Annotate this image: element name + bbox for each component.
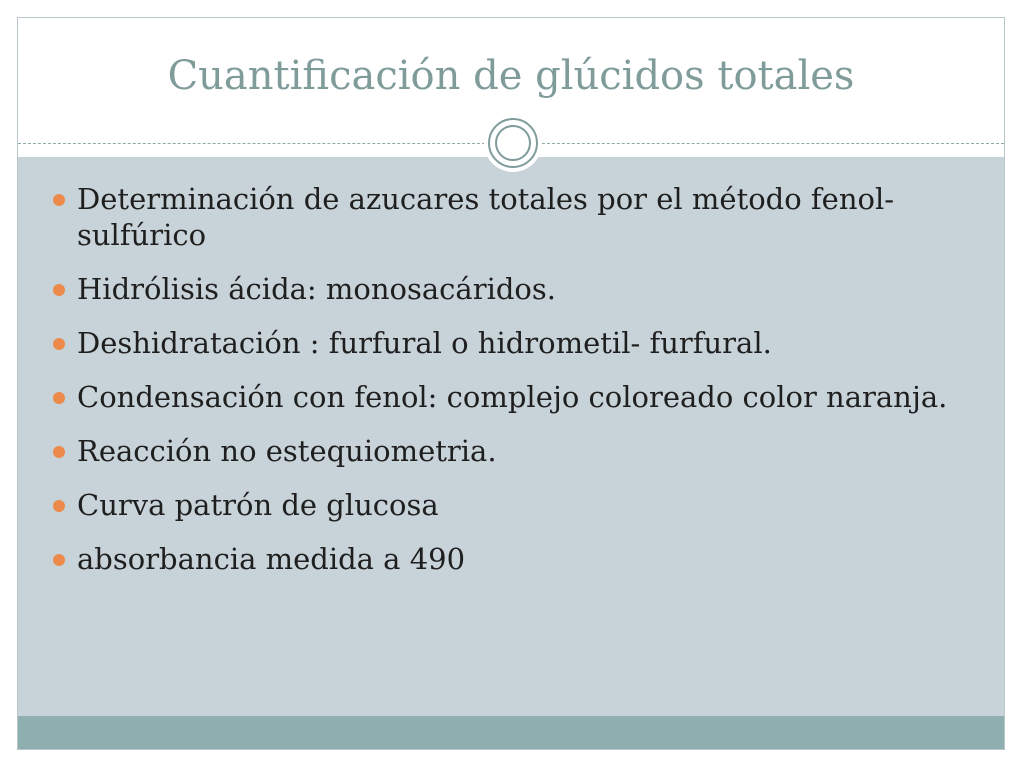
bullet-dot-icon	[53, 554, 65, 566]
bullet-text: Hidrólisis ácida: monosacáridos.	[77, 272, 556, 306]
slide-title: Cuantificación de glúcidos totales	[167, 53, 855, 99]
footer-bar	[18, 716, 1004, 750]
list-item	[48, 325, 948, 361]
bullet-text: Deshidratación : furfural o hidrometil- furfural.	[77, 326, 772, 360]
bullet-text: Reacción no estequiometria.	[77, 434, 497, 468]
bullet-dot-icon	[53, 446, 65, 458]
bullet-text: Determinación de azucares totales por el método fenol-sulfúrico	[77, 182, 895, 252]
double-circle-ornament-icon	[484, 114, 542, 172]
bullet-dot-icon	[53, 500, 65, 512]
bullet-dot-icon	[53, 284, 65, 296]
list-item	[48, 271, 948, 307]
list-item	[48, 487, 948, 523]
list-item	[48, 541, 948, 577]
ornament-inner-ring	[495, 125, 531, 161]
bullet-dot-icon	[53, 338, 65, 350]
bullet-text: Condensación con fenol: complejo coloreado color naranja.	[77, 380, 948, 414]
bullet-text: Curva patrón de glucosa	[77, 488, 439, 522]
bullet-list	[48, 181, 948, 595]
ornament-outer-ring	[488, 118, 538, 168]
bullet-text: absorbancia medida a 490	[77, 542, 466, 576]
list-item	[48, 181, 948, 253]
bullet-dot-icon	[53, 392, 65, 404]
list-item	[48, 433, 948, 469]
slide	[17, 17, 1005, 750]
bullet-dot-icon	[53, 194, 65, 206]
list-item	[48, 379, 948, 415]
